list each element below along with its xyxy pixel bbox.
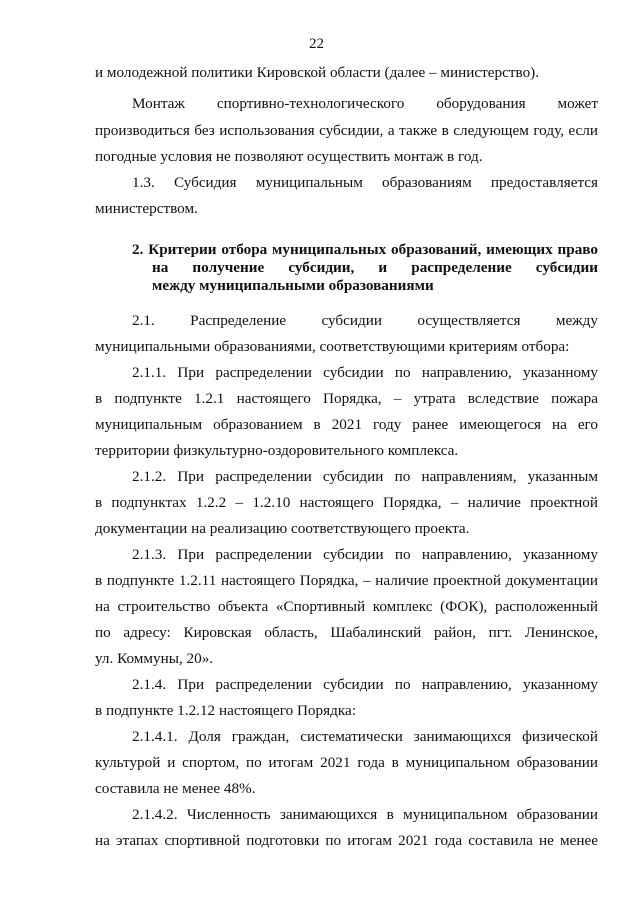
- text-line: на этапах спортивной подготовки по итогам 2021 года составила не менее: [95, 832, 598, 849]
- text-line: составила не менее 48%.: [95, 780, 256, 797]
- section-heading: между муниципальными образованиями: [152, 277, 434, 294]
- text-line: по адресу: Кировская область, Шабалинский район, пгт. Ленинское,: [95, 624, 598, 641]
- text-line: 2.1.3. При распределении субсидии по направлению, указанному: [132, 546, 598, 563]
- text-line: культурой и спортом, по итогам 2021 года в муниципальном образовании: [95, 754, 598, 771]
- text-line: погодные условия не позволяют осуществить монтаж в год.: [95, 148, 483, 165]
- text-line: на строительство объекта «Спортивный комплекс (ФОК), расположенный: [95, 598, 598, 615]
- text-line: 2.1.4.1. Доля граждан, систематически занимающихся физической: [132, 728, 598, 745]
- section-heading: 2. Критерии отбора муниципальных образований, имеющих право: [132, 241, 598, 258]
- text-line: 2.1.2. При распределении субсидии по направлениям, указанным: [132, 468, 598, 485]
- text-line: 2.1. Распределение субсидии осуществляется между: [132, 312, 598, 329]
- text-line: ул. Коммуны, 20».: [95, 650, 214, 667]
- text-line: 2.1.1. При распределении субсидии по направлению, указанному: [132, 364, 598, 381]
- text-line: муниципальным образованием в 2021 году ранее имеющегося на его: [95, 416, 598, 433]
- page-number: 22: [309, 36, 324, 52]
- text-line: территории физкультурно-оздоровительного комплекса.: [95, 442, 459, 459]
- text-line: муниципальными образованиями, соответствующими критериям отбора:: [95, 338, 570, 355]
- text-line: производиться без использования субсидии, а также в следующем году, если: [95, 122, 598, 139]
- text-line: 1.3. Субсидия муниципальным образованиям предоставляется: [132, 174, 598, 191]
- text-line: 2.1.4.2. Численность занимающихся в муниципальном образовании: [132, 806, 598, 823]
- text-line: в подпунктах 1.2.2 – 1.2.10 настоящего Порядка, – наличие проектной: [95, 494, 598, 511]
- text-line: министерством.: [95, 200, 198, 217]
- text-line: и молодежной политики Кировской области (далее – министерство).: [95, 64, 540, 81]
- text-line: в подпункте 1.2.11 настоящего Порядка, – наличие проектной документации: [95, 572, 598, 589]
- section-heading: на получение субсидии, и распределение субсидии: [152, 259, 598, 276]
- text-line: документации на реализацию соответствующего проекта.: [95, 520, 470, 537]
- text-line: в подпункте 1.2.1 настоящего Порядка, – утрата вследствие пожара: [95, 390, 598, 407]
- text-line: 2.1.4. При распределении субсидии по направлению, указанному: [132, 676, 598, 693]
- text-line: Монтаж спортивно-технологического оборудования может: [132, 95, 598, 112]
- text-line: в подпункте 1.2.12 настоящего Порядка:: [95, 702, 356, 719]
